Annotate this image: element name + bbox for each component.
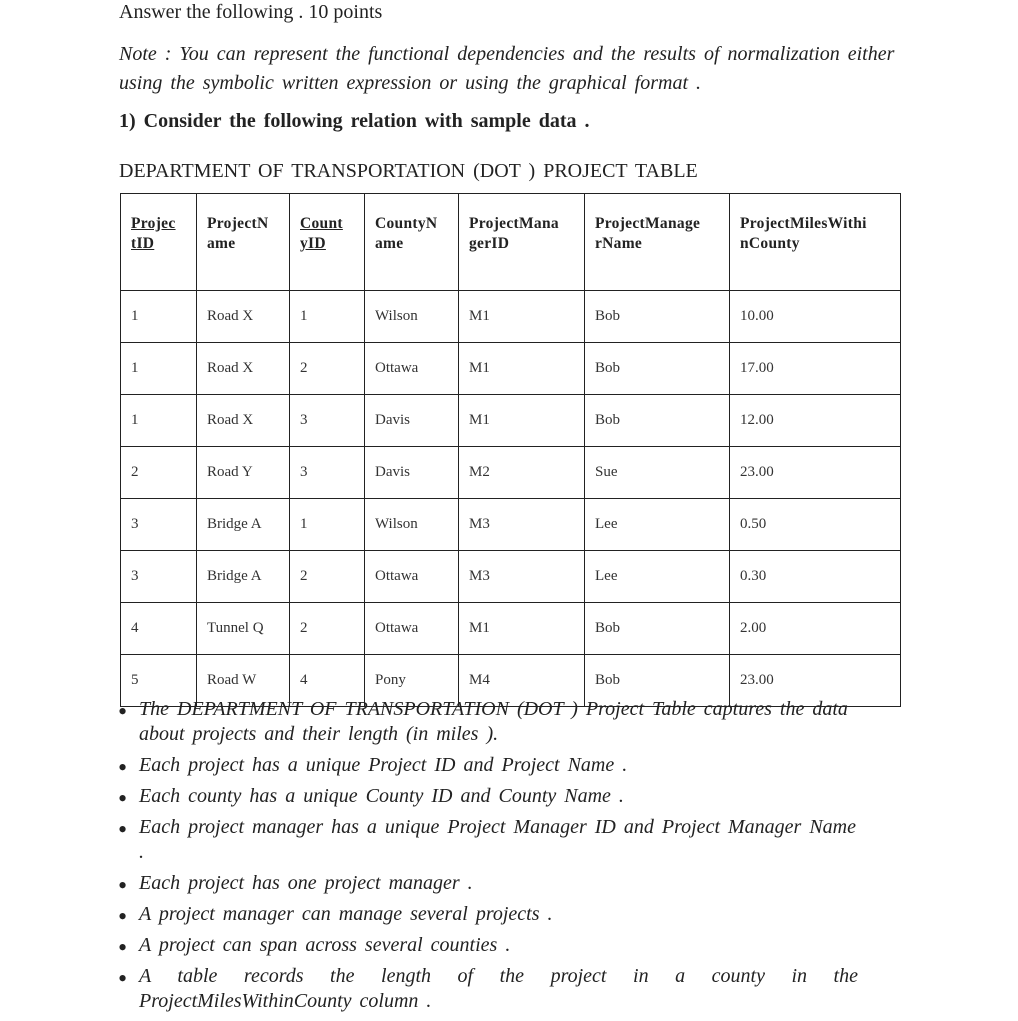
table-cell: 12.00 bbox=[730, 395, 901, 447]
column-header-project-name: ProjectN ame bbox=[197, 194, 290, 291]
table-cell: Bob bbox=[585, 291, 730, 343]
table-cell: Davis bbox=[365, 395, 459, 447]
table-header-row bbox=[121, 194, 901, 291]
table-cell: Road X bbox=[197, 291, 290, 343]
table-cell: M1 bbox=[459, 603, 585, 655]
table-cell: 1 bbox=[121, 395, 197, 447]
table-cell: 5 bbox=[121, 655, 197, 707]
table-cell: Bob bbox=[585, 343, 730, 395]
table-cell: 2.00 bbox=[730, 603, 901, 655]
list-item: • Each project has one project manager . bbox=[118, 871, 858, 896]
list-item: • The DEPARTMENT OF TRANSPORTATION (DOT ) Project Table captures the data about projects and their length (in miles ). bbox=[118, 697, 858, 747]
table-cell: Wilson bbox=[365, 291, 459, 343]
table-title: DEPARTMENT OF TRANSPORTATION (DOT ) PROJECT TABLE bbox=[119, 160, 698, 182]
column-header-project-id: Projec tID bbox=[121, 194, 197, 291]
table-cell: Sue bbox=[585, 447, 730, 499]
table-row bbox=[121, 551, 901, 603]
table-row bbox=[121, 603, 901, 655]
table-cell: M1 bbox=[459, 395, 585, 447]
table-cell: 2 bbox=[290, 603, 365, 655]
table-cell: Bob bbox=[585, 603, 730, 655]
table-cell: M4 bbox=[459, 655, 585, 707]
table-cell: 0.50 bbox=[730, 499, 901, 551]
list-item: • Each project manager has a unique Project Manager ID and Project Manager Name . bbox=[118, 815, 858, 865]
table-cell: Pony bbox=[365, 655, 459, 707]
requirements-list bbox=[118, 697, 858, 1020]
table-cell: 0.30 bbox=[730, 551, 901, 603]
table-cell: Wilson bbox=[365, 499, 459, 551]
column-header-manager-id: ProjectMana gerID bbox=[459, 194, 585, 291]
table-cell: 2 bbox=[290, 551, 365, 603]
table-cell: Ottawa bbox=[365, 551, 459, 603]
column-header-manager-name: ProjectManage rName bbox=[585, 194, 730, 291]
table-row bbox=[121, 447, 901, 499]
table-cell: 2 bbox=[290, 343, 365, 395]
list-item: • A project manager can manage several projects . bbox=[118, 902, 858, 927]
table-cell: 3 bbox=[121, 551, 197, 603]
table-cell: Lee bbox=[585, 551, 730, 603]
column-header-miles-within-county: ProjectMilesWithi nCounty bbox=[730, 194, 901, 291]
dot-project-table bbox=[120, 193, 901, 707]
table-cell: 3 bbox=[290, 395, 365, 447]
table-cell: M2 bbox=[459, 447, 585, 499]
table-cell: 3 bbox=[121, 499, 197, 551]
list-item-line: ProjectMilesWithinCounty column . bbox=[139, 990, 432, 1012]
table-cell: 1 bbox=[290, 499, 365, 551]
table-row bbox=[121, 291, 901, 343]
table-cell: Bridge A bbox=[197, 499, 290, 551]
table-cell: Road W bbox=[197, 655, 290, 707]
column-header-county-name: CountyN ame bbox=[365, 194, 459, 291]
table-cell: 1 bbox=[121, 291, 197, 343]
table-cell: Ottawa bbox=[365, 343, 459, 395]
list-item: • Each county has a unique County ID and County Name . bbox=[118, 784, 858, 809]
table-row bbox=[121, 395, 901, 447]
table-cell: 4 bbox=[290, 655, 365, 707]
table-cell: 1 bbox=[290, 291, 365, 343]
list-item: • A project can span across several counties . bbox=[118, 933, 858, 958]
table-cell: 17.00 bbox=[730, 343, 901, 395]
list-item: • Each project has a unique Project ID and Project Name . bbox=[118, 753, 858, 778]
table-cell: M3 bbox=[459, 499, 585, 551]
column-header-county-id: Count yID bbox=[290, 194, 365, 291]
table-row bbox=[121, 499, 901, 551]
list-item bbox=[118, 964, 858, 1014]
list-item-line: A table records the length of the project in a county in the bbox=[139, 965, 858, 987]
instruction-text: Answer the following . 10 points bbox=[119, 1, 383, 23]
question-heading: 1) Consider the following relation with sample data . bbox=[119, 110, 590, 132]
table-cell: Davis bbox=[365, 447, 459, 499]
table-cell: 4 bbox=[121, 603, 197, 655]
table-cell: Lee bbox=[585, 499, 730, 551]
table-cell: 2 bbox=[121, 447, 197, 499]
note-text: Note : You can represent the functional dependencies and the results of normalization either using the symbolic written expression or using the graphical format . bbox=[119, 43, 895, 94]
table-cell: 3 bbox=[290, 447, 365, 499]
table-cell: Bridge A bbox=[197, 551, 290, 603]
table-cell: M1 bbox=[459, 291, 585, 343]
table-cell: Ottawa bbox=[365, 603, 459, 655]
table-row bbox=[121, 343, 901, 395]
table-cell: M3 bbox=[459, 551, 585, 603]
table-cell: Tunnel Q bbox=[197, 603, 290, 655]
table-cell: 23.00 bbox=[730, 447, 901, 499]
table-cell: Bob bbox=[585, 655, 730, 707]
table-cell: 23.00 bbox=[730, 655, 901, 707]
table-cell: Road Y bbox=[197, 447, 290, 499]
table-cell: Road X bbox=[197, 395, 290, 447]
table-cell: M1 bbox=[459, 343, 585, 395]
table-cell: 1 bbox=[121, 343, 197, 395]
table-cell: Road X bbox=[197, 343, 290, 395]
table-cell: Bob bbox=[585, 395, 730, 447]
table-cell: 10.00 bbox=[730, 291, 901, 343]
